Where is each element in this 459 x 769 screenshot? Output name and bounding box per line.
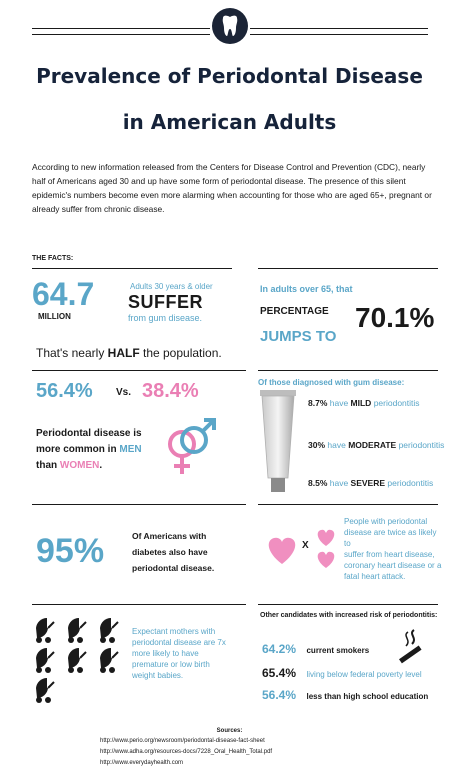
poverty-value: 65.4% — [262, 666, 297, 680]
heart-line1: People with periodontal — [344, 517, 428, 526]
severe-pre: have — [329, 478, 351, 488]
heart-line3: suffer from heart disease, — [344, 550, 435, 559]
risk-row-poverty — [262, 664, 422, 682]
risk-row-education — [262, 686, 428, 704]
pregnancy-line2: periodontal disease are 7x — [132, 638, 226, 647]
section-rule — [32, 370, 246, 371]
half-suffix: the population. — [139, 346, 222, 360]
vs-label: Vs. — [116, 387, 132, 398]
education-label: less than high school education — [306, 692, 429, 701]
heart-line2: disease are twice as likely to — [344, 528, 437, 548]
gender-text3: than — [36, 460, 60, 471]
diabetes-line1: Of Americans with — [132, 531, 207, 541]
half-population — [36, 346, 222, 360]
pregnancy-line1: Expectant mothers with — [132, 627, 216, 636]
pregnancy-text — [132, 626, 250, 681]
severe-value: 8.5% — [308, 478, 328, 488]
smokers-label: current smokers — [306, 646, 370, 655]
women-label: WOMEN — [59, 460, 100, 471]
over65-line1: In adults over 65, that — [260, 284, 353, 294]
moderate-post: periodontitis — [396, 440, 445, 450]
section-rule — [32, 504, 246, 505]
diagnosed-heading: Of those diagnosed with gum disease: — [258, 378, 405, 387]
source-link-3[interactable]: http://www.everydayhealth.com — [100, 760, 184, 766]
diagnosed-row-mild — [308, 398, 420, 408]
facts-label: THE FACTS: — [32, 255, 74, 262]
women-value: 38.4% — [142, 380, 199, 402]
pregnancy-line3: more likely to have — [132, 649, 199, 658]
severe-level: SEVERE — [350, 478, 386, 488]
sources-heading: Sources: — [216, 728, 243, 734]
million-line3: from gum disease. — [128, 313, 203, 323]
page-title-line2: in American Adults — [122, 110, 337, 134]
half-prefix: That's nearly — [36, 346, 108, 360]
poverty-label: living below federal poverty level — [306, 670, 422, 679]
mild-pre: have — [329, 398, 351, 408]
smokers-value: 64.2% — [262, 642, 297, 656]
million-unit: MILLION — [38, 312, 71, 321]
over65-value: 70.1% — [355, 302, 435, 333]
heart-line5: fatal heart attack. — [344, 572, 406, 581]
over65-line3: JUMPS TO — [260, 328, 337, 345]
severe-post: periodontitis — [385, 478, 434, 488]
header-rule-left-2 — [32, 34, 210, 35]
men-label: MEN — [119, 444, 142, 455]
section-rule — [258, 504, 438, 505]
mild-value: 8.7% — [308, 398, 328, 408]
heart-line4: coronary heart disease or a — [344, 561, 442, 570]
over65-line2: PERCENTAGE — [260, 306, 329, 317]
risk-heading: Other candidates with increased risk of periodontitis: — [260, 612, 438, 619]
section-rule — [32, 268, 232, 269]
gender-text1: Periodontal disease is — [36, 428, 142, 439]
gender-text2: more common in — [36, 444, 120, 455]
heart-x: X — [302, 540, 309, 551]
baby-carriage-icon — [34, 618, 130, 713]
pregnancy-line5: weight babies. — [132, 671, 184, 680]
diabetes-line2: diabetes also have — [132, 547, 208, 557]
header-rule-right-2 — [250, 34, 428, 35]
diabetes-text — [132, 528, 214, 576]
gender-symbols-icon — [162, 416, 222, 483]
million-value: 64.7 — [32, 276, 95, 312]
section-rule — [258, 370, 438, 371]
pregnancy-line4: premature or low birth — [132, 660, 210, 669]
diagnosed-row-moderate — [308, 440, 444, 450]
million-line1: Adults 30 years & older — [130, 282, 213, 291]
million-suffer: SUFFER — [128, 292, 203, 312]
header-rule-left — [32, 28, 210, 29]
men-value: 56.4% — [36, 380, 93, 402]
source-link-2[interactable]: http://www.adha.org/resources-docs/7228_Oral_Health_Total.pdf — [100, 749, 273, 755]
gender-text — [36, 426, 166, 474]
risk-row-smokers — [262, 640, 369, 658]
education-value: 56.4% — [262, 688, 297, 702]
section-rule — [258, 604, 438, 605]
gender-text4: . — [99, 460, 103, 471]
page-title-line1: Prevalence of Periodontal Disease — [36, 64, 423, 88]
section-rule — [258, 268, 438, 269]
heart-text — [344, 516, 444, 582]
mild-post: periodontitis — [371, 398, 420, 408]
diabetes-line3: periodontal disease. — [132, 563, 215, 573]
diabetes-value: 95% — [36, 532, 105, 570]
tooth-icon — [212, 8, 248, 44]
half-emph: HALF — [107, 346, 140, 360]
moderate-pre: have — [327, 440, 349, 450]
moderate-level: MODERATE — [348, 440, 397, 450]
hearts-icon — [264, 524, 344, 579]
section-rule — [32, 604, 246, 605]
diagnosed-row-severe — [308, 478, 433, 488]
intro-paragraph: According to new information released from the Centers for Disease Control and Prevention (CDC), nearly half of Americans aged 30 and up have some form of periodontal disease. The presence of this silent epidemic's numbers become even more alarming when accounting for those who are aged 65+, pregnant or already suffer from chronic disease. — [32, 162, 432, 214]
source-link-1[interactable]: http://www.perio.org/newsroom/periodontal-disease-fact-sheet — [100, 738, 265, 744]
toothpaste-tube-icon — [258, 388, 298, 503]
header-rule-right — [250, 28, 428, 29]
moderate-value: 30% — [308, 440, 326, 450]
mild-level: MILD — [350, 398, 372, 408]
